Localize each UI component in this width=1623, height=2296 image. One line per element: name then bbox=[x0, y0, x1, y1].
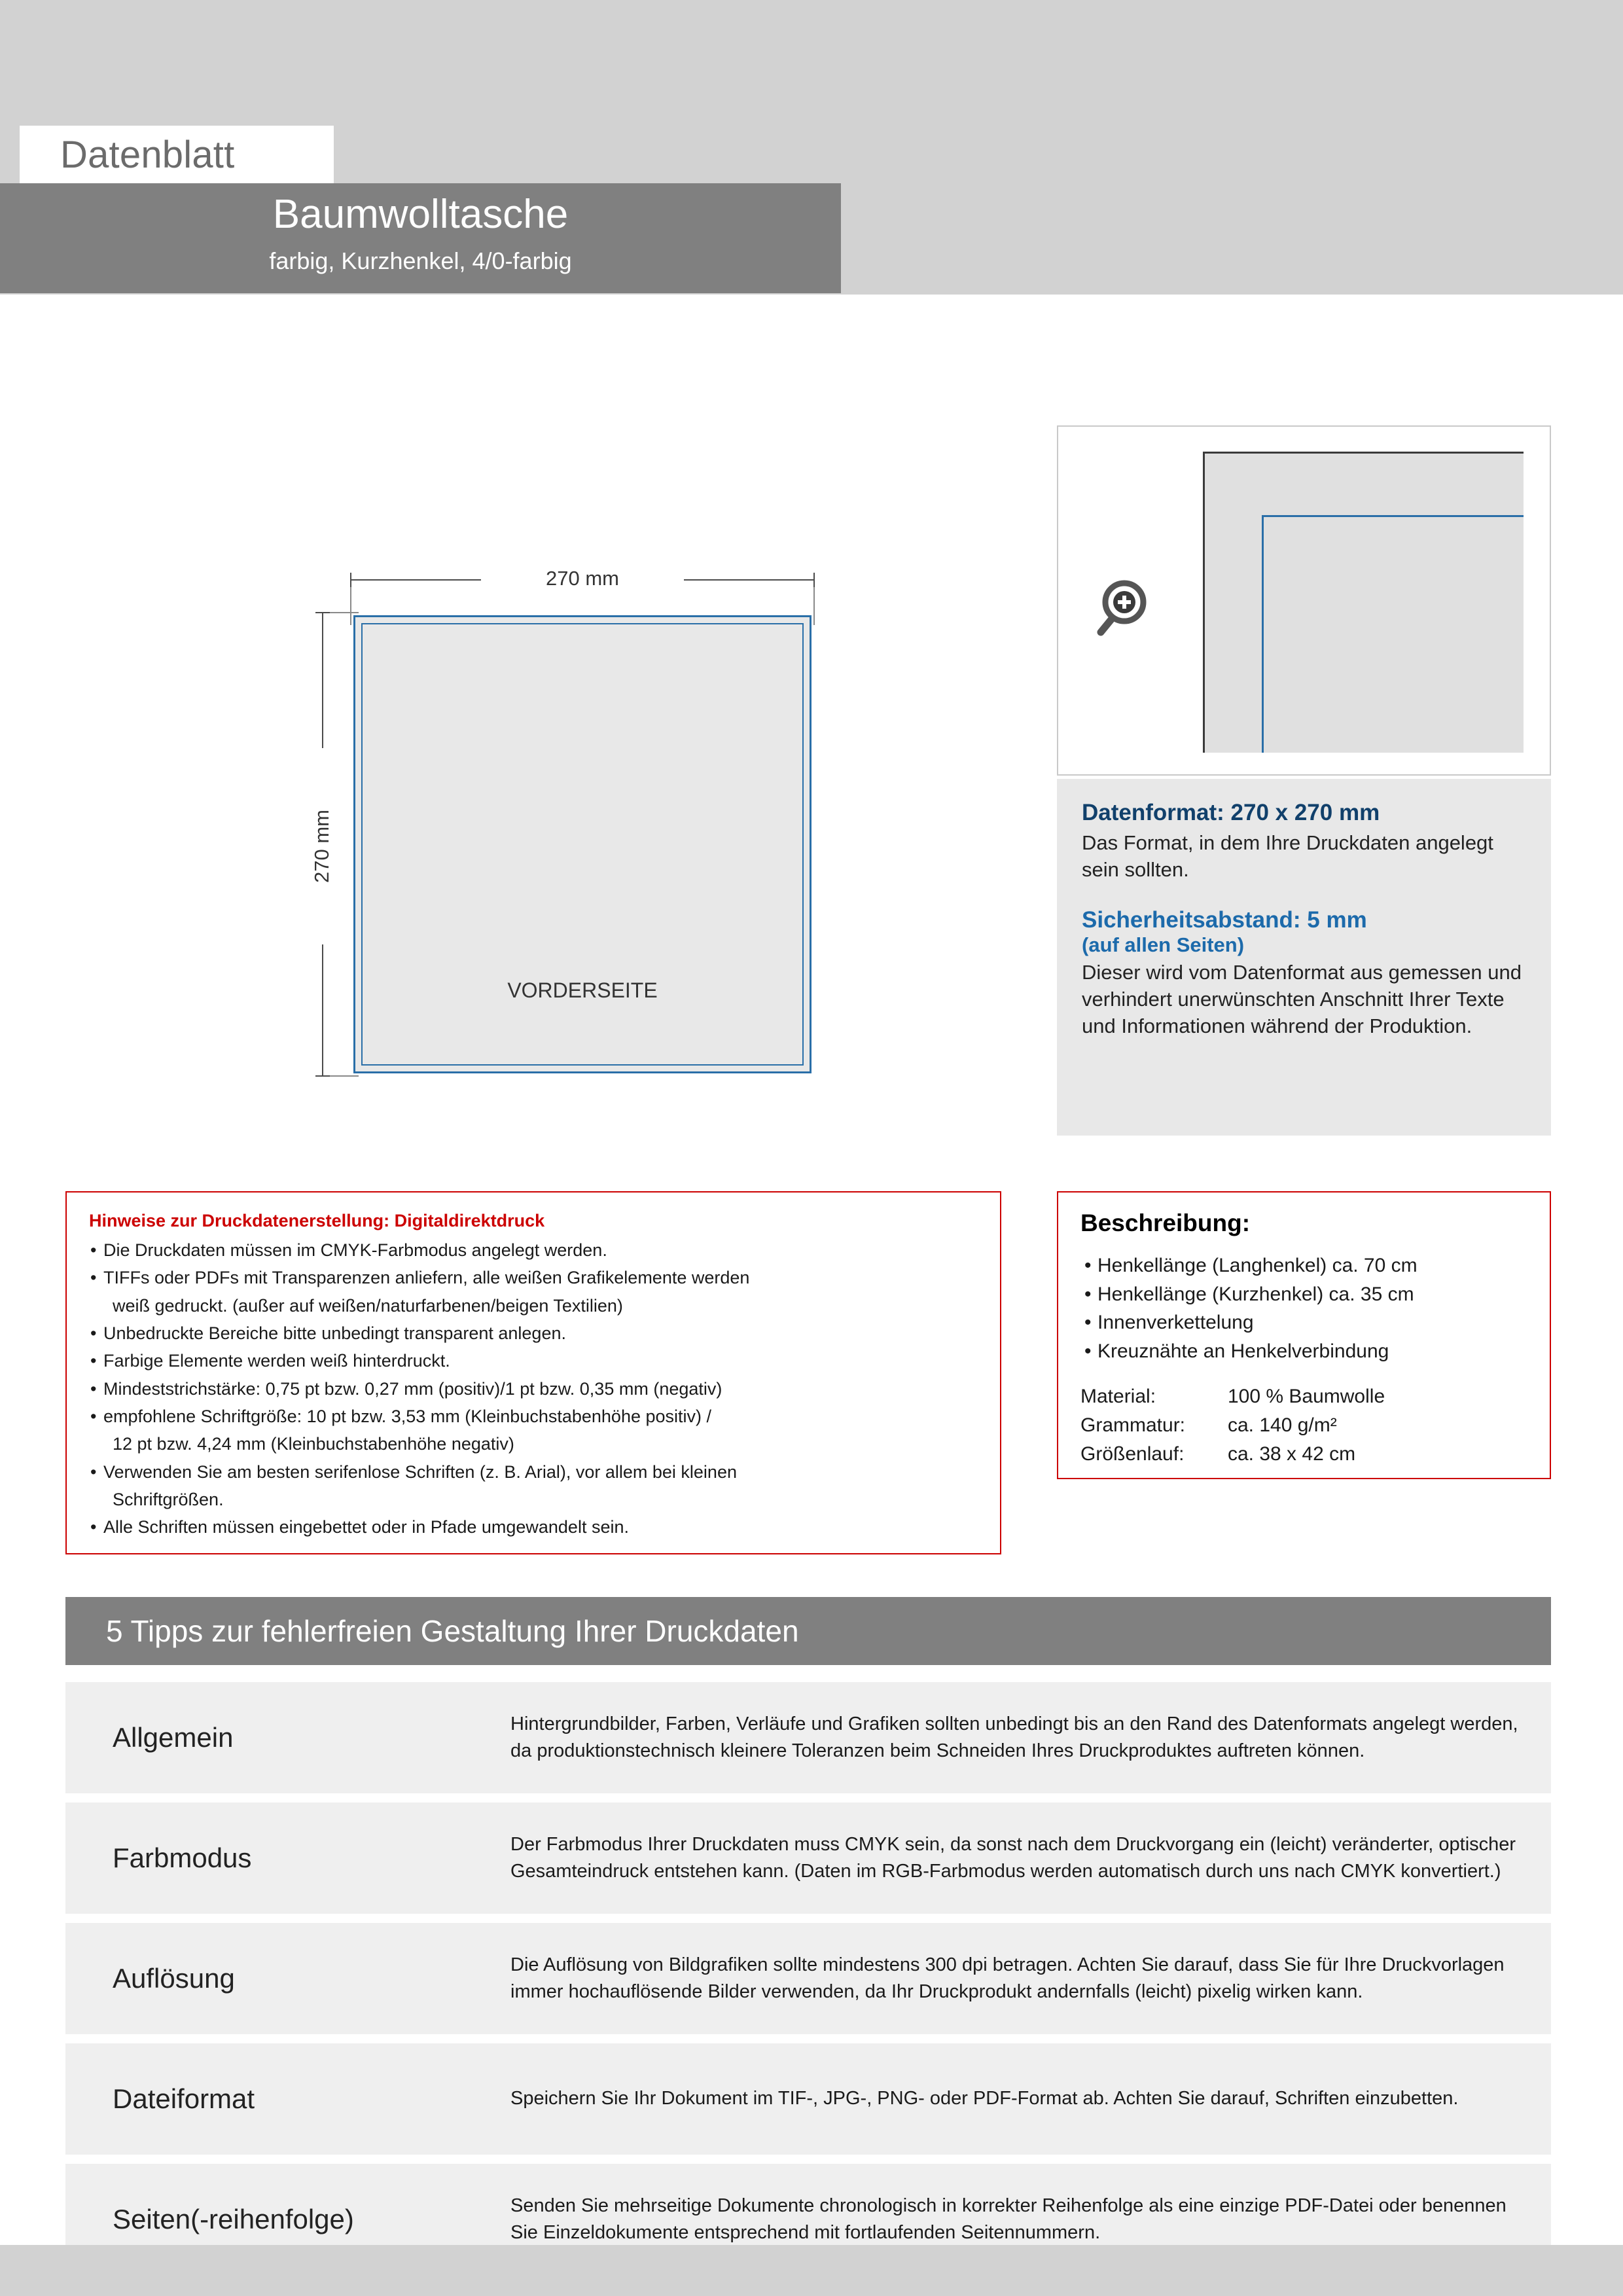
datenformat-text: Das Format, in dem Ihre Druckdaten angelegt sein sollten. bbox=[1082, 831, 1493, 881]
list-item: • Alle Schriften müssen eingebettet oder in Pfade umgewandelt sein. bbox=[89, 1515, 978, 1539]
page-subtitle: farbig, Kurzhenkel, 4/0-farbig bbox=[269, 247, 572, 274]
list-item: • Henkellänge (Langhenkel) ca. 70 cm bbox=[1080, 1251, 1527, 1280]
tip-text: Speichern Sie Ihr Dokument im TIF-, JPG-, PNG- oder PDF-Format ab. Achten Sie darauf, Schriften einzubetten. bbox=[510, 2088, 1459, 2109]
table-row bbox=[65, 1682, 1551, 1793]
format-info-panel bbox=[1057, 779, 1551, 1136]
page-title: Baumwolltasche bbox=[272, 192, 569, 237]
footer-band bbox=[0, 2245, 1623, 2296]
tip-label: Dateiformat bbox=[113, 2083, 255, 2114]
print-data-notes-box bbox=[65, 1191, 1001, 1554]
tip-text: Der Farbmodus Ihrer Druckdaten muss CMYK sein, da sonst nach dem Druckvorgang ein (leicht) veränderter, optischer Gesamteindruck entstehen kann. (Daten im RGB-Farbmodus werden automatisch durch uns nach CMYK konvertiert.) bbox=[510, 1833, 1516, 1882]
tips-list bbox=[65, 1682, 1551, 2284]
dimension-tick-right bbox=[813, 573, 815, 587]
spec-row bbox=[1080, 1411, 1527, 1440]
list-item: • Henkellänge (Kurzhenkel) ca. 35 cm bbox=[1080, 1280, 1527, 1309]
dimension-tick-left bbox=[350, 573, 351, 587]
list-item: • Mindeststrichstärke: 0,75 pt bzw. 0,27 mm (positiv)/1 pt bzw. 0,35 mm (negativ) bbox=[89, 1376, 978, 1401]
spec-key: Grammatur: bbox=[1080, 1414, 1186, 1436]
list-item: • Die Druckdaten müssen im CMYK-Farbmodus angelegt werden. bbox=[89, 1238, 978, 1263]
dimension-tick-bottom bbox=[315, 1075, 330, 1077]
tip-label: Farbmodus bbox=[113, 1842, 252, 1873]
list-item: 12 pt bzw. 4,24 mm (Kleinbuchstabenhöhe negativ) bbox=[113, 1434, 514, 1454]
description-list bbox=[1080, 1251, 1527, 1365]
sicherheitsabstand-text: Dieser wird vom Datenformat aus gemessen und verhindert unerwünschten Anschnitt Ihrer Texte und Informationen während der Produktion. bbox=[1082, 960, 1522, 1037]
spec-value: ca. 38 x 42 cm bbox=[1228, 1443, 1356, 1465]
tips-section-header: 5 Tipps zur fehlerfreien Gestaltung Ihrer Druckdaten bbox=[65, 1597, 1551, 1665]
dimension-tick-top bbox=[315, 612, 330, 613]
spec-key: Größenlauf: bbox=[1080, 1443, 1185, 1465]
table-row bbox=[65, 1803, 1551, 1914]
spec-key: Material: bbox=[1080, 1386, 1156, 1407]
magnifier-plus-icon bbox=[1094, 576, 1157, 639]
list-item: weiß gedruckt. (außer auf weißen/naturfarbenen/beigen Textilien) bbox=[113, 1295, 623, 1316]
datenformat-title: Datenformat: 270 x 270 mm bbox=[1082, 800, 1380, 825]
list-item: • empfohlene Schriftgröße: 10 pt bzw. 3,53 mm (Kleinbuchstabenhöhe positiv) / bbox=[89, 1404, 978, 1429]
tip-text: Die Auflösung von Bildgrafiken sollte mindestens 300 dpi betragen. Achten Sie darauf, dass Sie für Ihre Druckvorlagen immer hochauflösende Bilder verwenden, da Ihr Druckprodukt andernfalls (leicht) pixelig wirken kann. bbox=[510, 1954, 1505, 2002]
tip-label: Allgemein bbox=[113, 1722, 234, 1753]
tip-text: Hintergrundbilder, Farben, Verläufe und Grafiken sollten unbedingt bis an den Rand des Datenformats angelegt werden, da produktionstechnisch kleinere Toleranzen beim Schneiden Ihres Druckproduktes auftreten können. bbox=[510, 1713, 1518, 1761]
dimension-width-label: 270 mm bbox=[481, 567, 684, 590]
list-item: • TIFFs oder PDFs mit Transparenzen anliefern, alle weißen Grafikelemente werden bbox=[89, 1265, 978, 1290]
sicherheitsabstand-subtitle: (auf allen Seiten) bbox=[1082, 933, 1245, 956]
spec-value: 100 % Baumwolle bbox=[1228, 1386, 1385, 1407]
print-data-notes-title: Hinweise zur Druckdatenerstellung: Digitaldirektdruck bbox=[89, 1211, 545, 1230]
print-data-notes-list bbox=[89, 1238, 978, 1540]
zoom-datenformat-area bbox=[1203, 452, 1524, 753]
preview-side-label: VORDERSEITE bbox=[507, 978, 658, 1002]
spec-value: ca. 140 g/m² bbox=[1228, 1414, 1337, 1436]
tip-text: Senden Sie mehrseitige Dokumente chronologisch in korrekter Reihenfolge als eine einzige PDF-Datei oder benennen Sie Einzeldokumente entsprechend mit fortlaufenden Seitennummern. bbox=[510, 2195, 1507, 2243]
sicherheitsabstand-title: Sicherheitsabstand: 5 mm bbox=[1082, 906, 1367, 933]
list-item: • Kreuznähte an Henkelverbindung bbox=[1080, 1337, 1527, 1366]
list-item: • Farbige Elemente werden weiß hinterdruckt. bbox=[89, 1348, 978, 1373]
description-title: Beschreibung: bbox=[1080, 1210, 1251, 1236]
table-row bbox=[65, 2043, 1551, 2155]
datasheet-tab bbox=[20, 126, 334, 183]
list-item: • Verwenden Sie am besten serifenlose Schriften (z. B. Arial), vor allem bei kleinen bbox=[89, 1460, 978, 1484]
tip-label: Seiten(-reihenfolge) bbox=[113, 2204, 354, 2234]
zoom-safety-line-vertical bbox=[1262, 515, 1264, 753]
list-item: • Unbedruckte Bereiche bitte unbedingt transparent anlegen. bbox=[89, 1321, 978, 1346]
list-item: • Innenverkettelung bbox=[1080, 1308, 1527, 1337]
spec-row bbox=[1080, 1382, 1527, 1411]
spec-row bbox=[1080, 1440, 1527, 1469]
list-item: Schriftgrößen. bbox=[113, 1489, 224, 1509]
dimension-height-label: 270 mm bbox=[310, 748, 334, 944]
tip-label: Auflösung bbox=[113, 1963, 235, 1994]
zoom-safety-line-horizontal bbox=[1262, 515, 1524, 517]
table-row bbox=[65, 1923, 1551, 2034]
description-box bbox=[1057, 1191, 1551, 1479]
datasheet-tab-label: Datenblatt bbox=[60, 133, 235, 176]
